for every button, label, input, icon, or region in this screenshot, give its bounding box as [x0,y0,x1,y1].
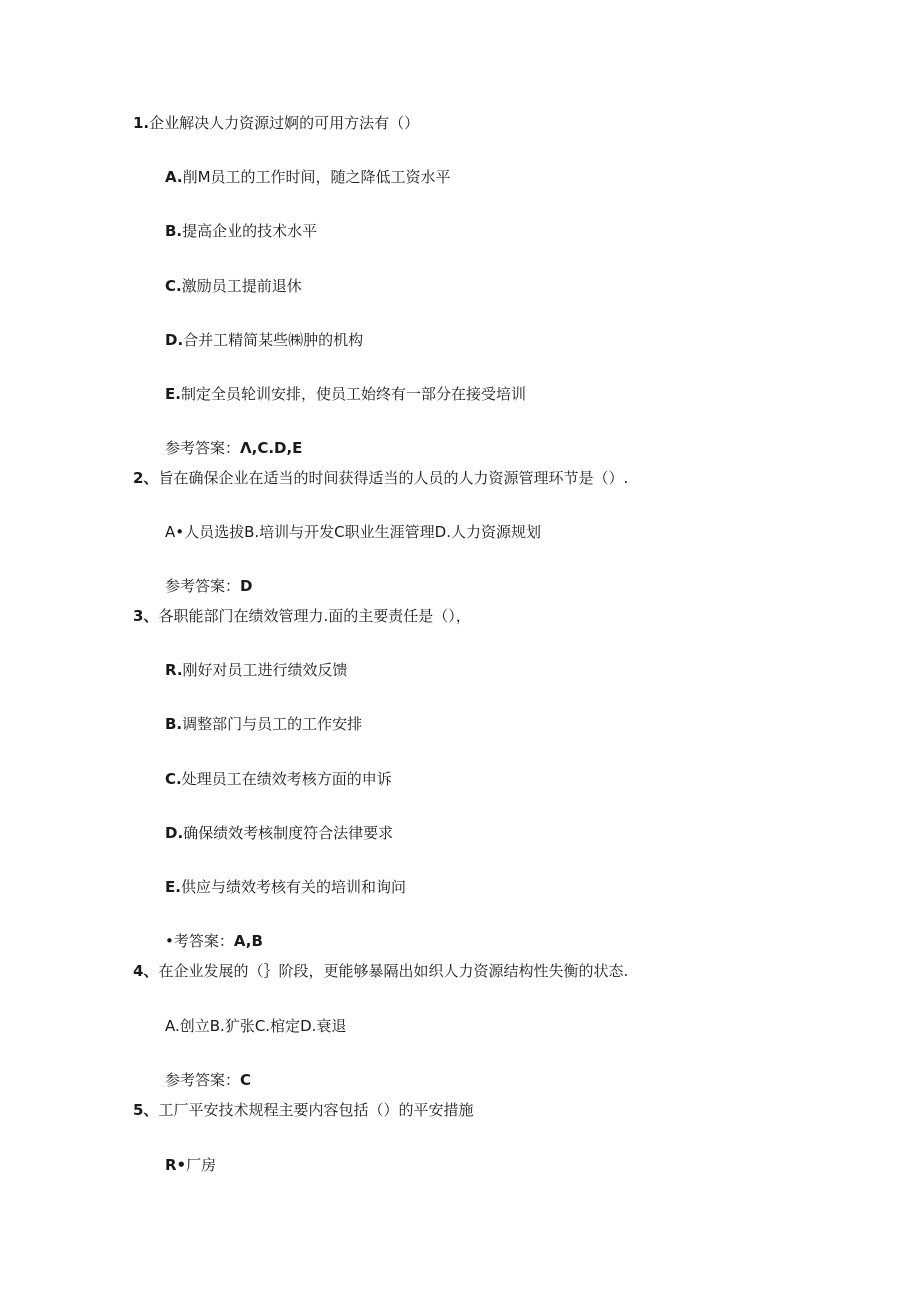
option-letter: C. [165,277,182,295]
option-1b [165,221,317,241]
option-letter: R. [165,661,183,679]
option-letter: B. [165,222,183,240]
option-text: A•人员选拔B.培训与开发C职业生涯管理D.人力资源规划 [165,523,541,541]
answer-value: A,B [233,932,263,950]
option-letter: D. [165,824,184,842]
option-text: 提高企业的技术水平 [182,222,318,240]
option-text: 调整部门与员工的工作安排 [182,715,363,733]
question-text: 在企业发展的（｝阶段，更能够暴隔出如织人力资源结构性失衡的状态. [158,962,629,980]
option-text: 合并工精简某些㈱肿的机构 [183,331,364,349]
option-1d [165,330,363,350]
option-1c [165,276,302,296]
option-letter: A. [165,168,183,186]
question-number: 3、 [133,607,159,625]
option-text: 供应与绩效考核有关的培训和询问 [180,878,406,896]
option-3d [165,823,393,843]
option-letter: E. [165,385,181,403]
option-text: 制定全员轮训安排，使员工始终有一部分在接受培训 [180,385,526,403]
answer-label: 参考答案： [165,577,241,595]
option-3a [165,660,348,680]
option-text: 厂房 [186,1156,217,1174]
option-text: 处理员工在绩效考核方面的申诉 [181,770,392,788]
option-2-all [165,522,541,542]
option-letter: R• [165,1156,187,1174]
option-text: 激励员工提前退休 [181,277,302,295]
answer-value: C [240,1071,252,1089]
option-text: A.创立B.犷张C.棺定D.衰退 [165,1017,347,1035]
option-text: 削M员工的工作时间，随之降低工资水平 [182,168,451,186]
option-4-all [165,1016,346,1036]
answer-label: 参考答案： [165,439,241,457]
option-1a [165,167,451,187]
option-3e [165,877,406,897]
option-letter: D. [165,331,184,349]
answer-value: D [240,577,253,595]
question-number: 2、 [133,469,159,487]
answer-label: •考答案： [165,932,234,950]
option-letter: C. [165,770,182,788]
option-3b [165,714,362,734]
option-1e [165,384,526,404]
option-letter: E. [165,878,181,896]
option-text: 刚好对员工进行绩效反馈 [182,661,348,679]
question-number: 5、 [133,1101,159,1119]
question-text: 企业解决人力资源过婀的可用方法有（） [149,114,420,132]
question-2 [133,468,628,488]
question-3 [133,606,471,626]
answer-label: 参考答案： [165,1071,241,1089]
question-4 [133,961,628,981]
answer-4 [165,1070,251,1090]
option-text: 确保绩效考核制度符合法律要求 [183,824,394,842]
question-1 [133,113,419,133]
question-5 [133,1100,473,1120]
question-number: 1. [133,114,150,132]
answer-2 [165,576,252,596]
question-text: 工厂平安技术规程主要内容包括（）的平安措施 [158,1101,474,1119]
answer-3 [165,931,263,951]
question-text: 各职能部门在绩效管理力.面的主要责任是（）， [158,607,471,625]
question-text: 旨在确保企业在适当的时间获得适当的人员的人力资源管理环节是（）. [158,469,629,487]
question-number: 4、 [133,962,159,980]
option-letter: B. [165,715,183,733]
answer-value: Λ,C.D,E [240,439,303,457]
option-3c [165,769,392,789]
answer-1 [165,438,302,458]
option-5a [165,1155,216,1175]
